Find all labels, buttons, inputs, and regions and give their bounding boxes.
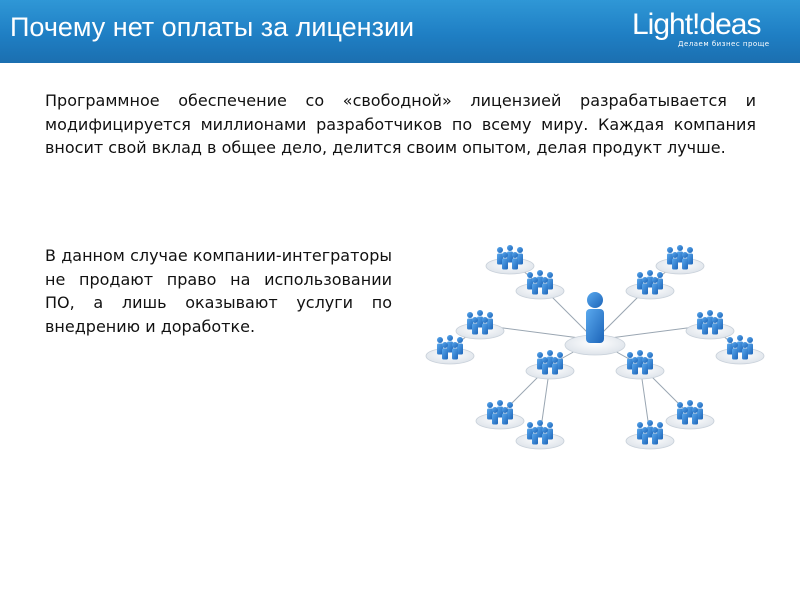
logo-text: Light!deas	[632, 8, 761, 41]
slide-title: Почему нет оплаты за лицензии	[10, 12, 415, 42]
intro-paragraph: Программное обеспечение со «свободной» лицензией разрабатывается и модифицируется миллионами разработчиков по всему миру. Каждая компания вносит свой вклад в общее дело, делится своим опытом, делая продукт лучше.	[45, 91, 756, 157]
title-bar	[0, 0, 800, 63]
logo-tagline: Делаем бизнес проще	[678, 40, 770, 48]
people-network-icon	[420, 240, 770, 455]
logo	[632, 6, 782, 56]
people-network-image	[420, 240, 770, 455]
integrators-paragraph: В данном случае компании-интеграторы не продают право на использовании ПО, а лишь оказывают услуги по внедрению и доработке.	[45, 246, 392, 336]
